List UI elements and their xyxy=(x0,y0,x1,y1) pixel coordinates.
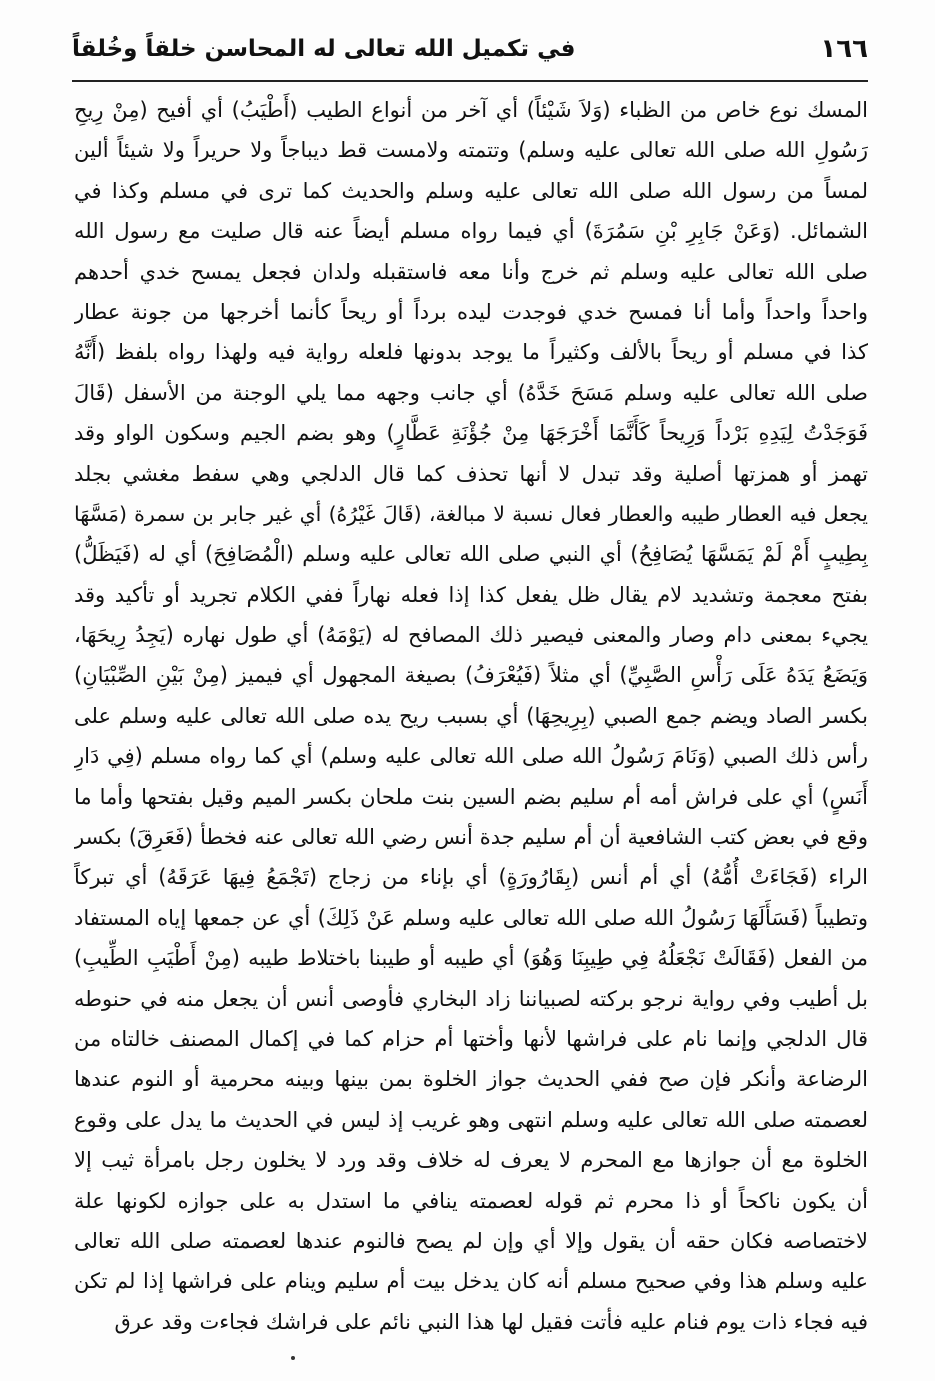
page-number: ١٦٦ xyxy=(820,34,868,64)
text-line: بل أطيب وفي رواية نرجو بركته لصبياننا زاد البخاري فأوصى أنس أن يجعل منه في حنوطه xyxy=(74,986,868,1011)
text-line: واحداً واحداً وأما أنا فمسح خدي فوجدت ليده برداً أو ريحاً كأنما أخرجها من جونة عطار xyxy=(74,299,868,324)
text-line: تهمز أو همزتها أصلية وقد تبدل لا أنها تحذف كما قال الدلجي وهي سفط مغشي بجلد xyxy=(74,461,868,486)
text-line: وَيَضَعُ يَدَهُ عَلَى رَأْسِ الصَّبِيِّ) أي مثلاً (فَيُعْرَفُ) بصيغة المجهول أي فيميز (مِنْ بَيْنِ الصِّبْيَانِ) xyxy=(74,663,868,688)
text-line: لعصمته صلى الله تعالى عليه وسلم انتهى وهو غريب إذ ليس في الحديث ما يدل على وقوع xyxy=(74,1107,868,1132)
page-header xyxy=(72,30,868,82)
header-divider xyxy=(72,80,868,82)
text-line: لاختصاصه فكان حقه أن يقول وإلا أي وإن لم يصح فالنوم عندها لعصمته صلى الله تعالى xyxy=(74,1228,868,1253)
body-text xyxy=(74,90,868,1342)
text-line: عليه وسلم هذا وفي صحيح مسلم أنه كان يدخل بيت أم سليم وينام على فراشها إذا لم تكن xyxy=(74,1269,868,1294)
text-line: صلى الله تعالى عليه وسلم مَسَحَ خَدَّهُ) أي جانب وجهه مما يلي الوجنة من الأسفل (قَالَ xyxy=(74,380,868,405)
text-line: وتطيباً (فَسَأَلَهَا رَسُولُ الله صلى الله تعالى عليه وسلم عَنْ ذَلِكَ) أي عن جمعها إياه المستفاد xyxy=(74,905,868,930)
text-line: رَسُولِ الله صلى الله تعالى عليه وسلم) وتتمته ولامست قط ديباجاً ولا حريراً ولا شيئاً ألين xyxy=(74,138,868,163)
text-line: أن يكون ناكحاً أو ذا محرم ثم قوله لعصمته ينافي ما استدل به على جوازه لكونها علة xyxy=(74,1188,868,1213)
text-line: يجعل فيه العطار طيبه والعطار فعال نسبة لا مبالغة، (قَالَ غَيْرُهُ) أي غير جابر بن سمرة (مَسَّهَا xyxy=(74,501,868,526)
text-line: يجيء بمعنى دام وصار والمعنى فيصير ذلك المصافح له (يَوْمَهُ) أي طول نهاره (يَجِدُ رِيحَهَا، xyxy=(74,623,868,648)
text-line: رأس ذلك الصبي (وَنَامَ رَسُولُ الله صلى الله تعالى عليه وسلم) أي كما رواه مسلم (فِي دَارِ xyxy=(74,744,868,769)
text-line: وقع في بعض كتب الشافعية أن أم سليم جدة أنس رضي الله تعالى عنه فخطأ (فَعَرِقَ) بكسر xyxy=(74,825,868,850)
text-line: المسك نوع خاص من الظباء (وَلاَ شَيْئاً) أي آخر من أنواع الطيب (أَطْيَبُ) أي أفيح (مِنْ رِيحِ xyxy=(74,98,868,122)
text-line: الرضاعة وأنكر فإن صح ففي الحديث جواز الخلوة بمن بينها وبينه محرمية أو النوم عندها xyxy=(74,1067,868,1092)
text-line: الخلوة مع أن جوازها مع المحرم لا يعرف له خلاف وقد ورد لا يخلون رجل بامرأة ثيب إلا xyxy=(74,1148,868,1173)
text-line: بفتح معجمة وتشديد لام يقال ظل يفعل كذا إذا فعله نهاراً ففي الكلام تجريد أو تأكيد وقد xyxy=(74,582,868,607)
text-line: صلى الله تعالى عليه وسلم ثم خرج وأنا معه فاستقبله ولدان فجعل يمسح خدي أحدهم xyxy=(74,259,868,284)
text-line: بكسر الصاد ويضم جمع الصبي (بِرِيحِهَا) أي بسبب ريح يده صلى الله تعالى عليه وسلم على xyxy=(74,703,868,728)
text-line: لمساً من رسول الله صلى الله تعالى عليه وسلم والحديث كما ترى في مسلم وكذا في xyxy=(74,178,868,203)
print-speck xyxy=(291,1356,295,1360)
text-line: فيه فجاء ذات يوم فنام عليه فأتت فقيل لها هذا النبي نائم على فراشك فجاءت وقد عرق xyxy=(114,1309,868,1334)
text-line: كذا في مسلم أو ريحاً بالألف وكثيراً ما يوجد بدونها فلعله رواية فيه ولهذا رواه بلفظ (أَنَّهُ xyxy=(74,340,868,365)
text-line: فَوَجَدْتُ لِيَدِهِ بَرْداً وَرِيحاً كَأَنَّمَا أَخْرَجَهَا مِنْ جُؤْنَةِ عَطَّارٍ) وهو بضم الجيم وسكون الواو وقد xyxy=(74,421,868,446)
text-line: أَنَسٍ) أي على فراش أمه أم سليم بضم السين بنت ملحان بكسر الميم وقيل بفتحها وأما ما xyxy=(74,784,868,809)
text-line: من الفعل (فَقَالَتْ نَجْعَلُهُ فِي طِيبِنَا وَهُوَ) أي طيبه أو طيبنا باختلاط طيبه (مِنْ أَطْيَبِ الطِّيبِ) xyxy=(74,946,868,971)
text-line: الشمائل. (وَعَنْ جَابِرِ بْنِ سَمُرَةَ) أي فيما رواه مسلم أيضاً عنه قال صليت مع رسول الله xyxy=(74,219,868,244)
text-line: الراء (فَجَاءَتْ أُمُّهُ) أي أم أنس (بِقَارُورَةٍ) أي بإناء من زجاج (تَجْمَعُ فِيهَا عَرَقَهُ) أي تبركاً xyxy=(74,865,868,890)
text-line: قال الدلجي وإنما نام على فراشها لأنها وأختها أم حزام كما في إكمال المصنف خالتاه من xyxy=(74,1026,868,1051)
running-title: في تكميل الله تعالى له المحاسن خلقاً وخُلقاً xyxy=(72,36,576,62)
text-line: بِطِيبٍ أَمْ لَمْ يَمَسَّهَا يُصَافِحُ) أي النبي صلى الله تعالى عليه وسلم (الْمُصَافِحَ) أي له (فَيَظَلُّ) xyxy=(74,542,868,567)
